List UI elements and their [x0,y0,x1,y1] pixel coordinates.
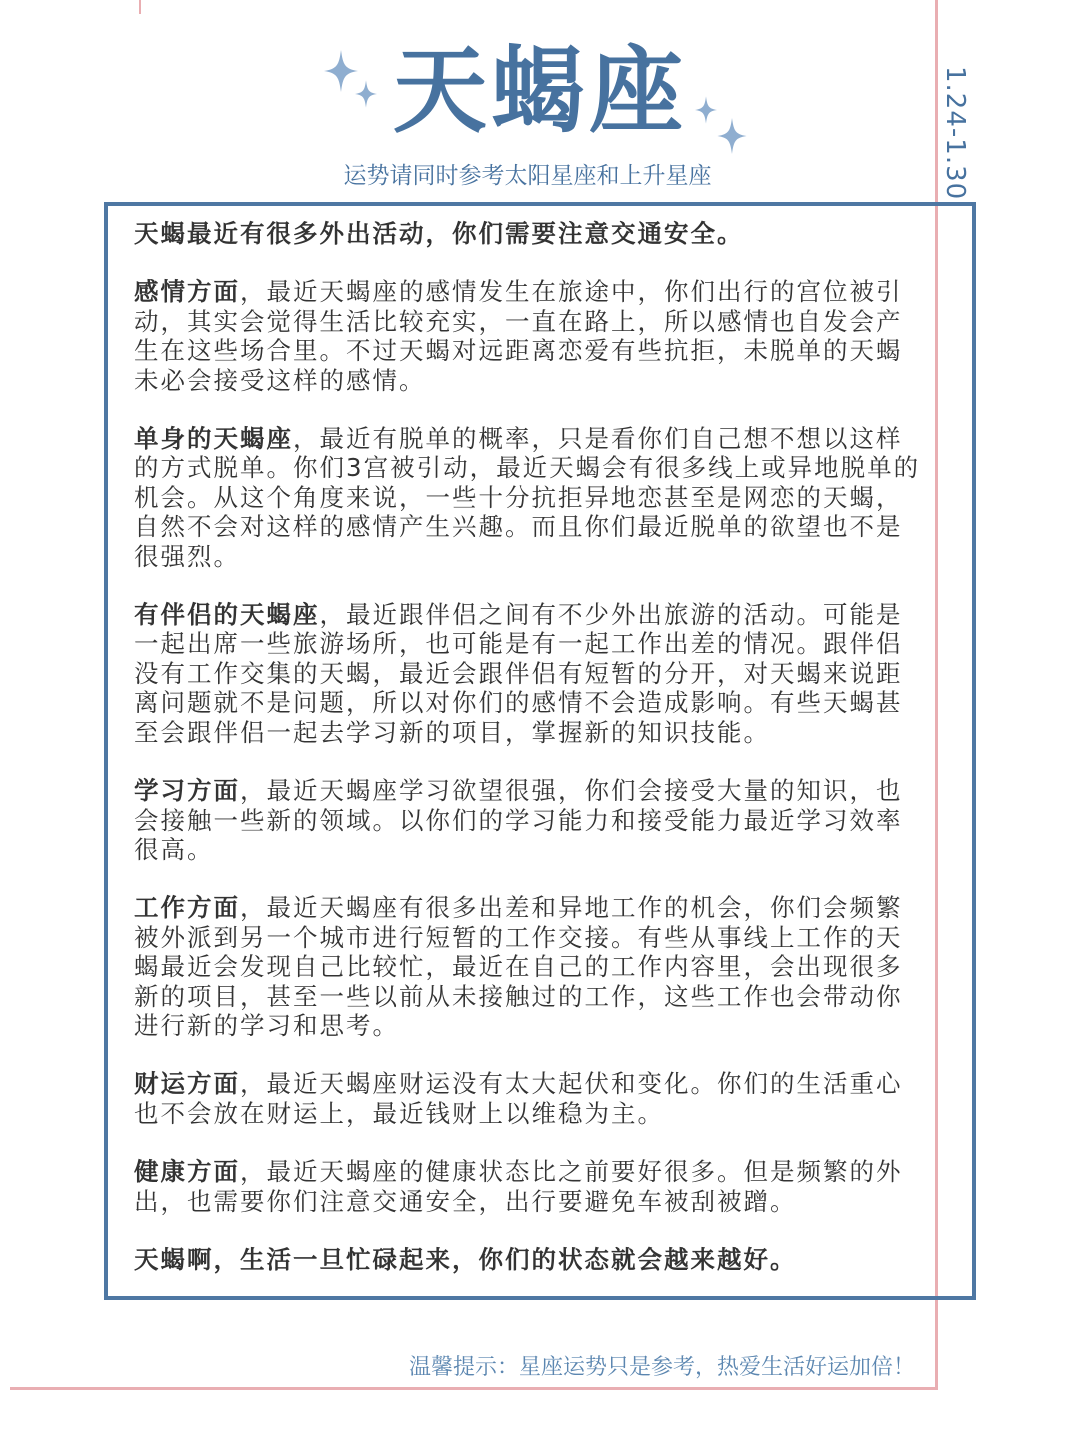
section-text: ，最近跟伴侣之间有不少外出旅游的活动。可能是一起出席一些旅游场所，也可能是有一起工作出差的情况。跟伴侣没有工作交集的天蝎，最近会跟伴侣有短暂的分开，对天蝎来说距离问题就不是问题，所以对你们的感情不会造成影响。有些天蝎甚至会跟伴侣一起去学习新的项目，掌握新的知识技能。 [134,600,903,747]
decorative-line [10,1387,938,1390]
section-work [134,893,924,1040]
section-text: ，最近有脱单的概率，只是看你们自己想不想以这样的方式脱单。你们3宫被引动，最近天蝎会有很多线上或异地脱单的机会。从这个角度来说，一些十分抗拒异地恋甚至是网恋的天蝎，自然不会对这样的感情产生兴趣。而且你们最近脱单的欲望也不是很强烈。 [134,424,921,571]
section-study [134,776,924,864]
section-love [134,277,924,395]
date-range: 1.24-1.30 [940,66,970,201]
section-single [134,424,924,571]
decorative-line [139,0,141,14]
section-heading: 感情方面 [134,277,240,307]
section-heading: 单身的天蝎座 [134,424,293,454]
section-text: ，最近天蝎座的感情发生在旅途中，你们出行的宫位被引动，其实会觉得生活比较充实，一直在路上，所以感情也自发会产生在这些场合里。不过天蝎对远距离恋爱有些抗拒，未脱单的天蝎未必会接受这样的感情。 [134,277,903,395]
section-text: ，最近天蝎座财运没有太大起伏和变化。你们的生活重心也不会放在财运上，最近钱财上以维稳为主。 [134,1069,903,1128]
section-wealth [134,1069,924,1128]
section-text: ，最近天蝎座学习欲望很强，你们会接受大量的知识，也会接触一些新的领域。以你们的学习能力和接受能力最近学习效率很高。 [134,776,903,864]
section-partnered [134,600,924,747]
intro-text: 天蝎最近有很多外出活动，你们需要注意交通安全。 [134,219,744,248]
footer-tip: 温馨提示：星座运势只是参考，热爱生活好运加倍！ [409,1355,916,1380]
page-title: 天蝎座 [392,37,687,146]
subtitle: 运势请同时参考太阳星座和上升星座 [343,163,712,189]
section-heading: 健康方面 [134,1157,240,1187]
section-heading: 学习方面 [134,776,240,806]
section-health [134,1157,924,1216]
section-text: ，最近天蝎座有很多出差和异地工作的机会，你们会频繁被外派到另一个城市进行短暂的工作交接。有些从事线上工作的天蝎最近会发现自己比较忙，最近在自己的工作内容里，会出现很多新的项目，甚至一些以前从未接触过的工作，这些工作也会带动你进行新的学习和思考。 [134,893,903,1040]
section-heading: 财运方面 [134,1069,240,1099]
horoscope-content [134,219,924,1303]
section-heading: 有伴侣的天蝎座 [134,600,320,630]
closing-text: 天蝎啊，生活一旦忙碌起来，你们的状态就会越来越好。 [134,1244,797,1274]
section-heading: 工作方面 [134,893,240,923]
section-text: ，最近天蝎座的健康状态比之前要好很多。但是频繁的外出，也需要你们注意交通安全，出行要避免车被刮被蹭。 [134,1157,903,1216]
